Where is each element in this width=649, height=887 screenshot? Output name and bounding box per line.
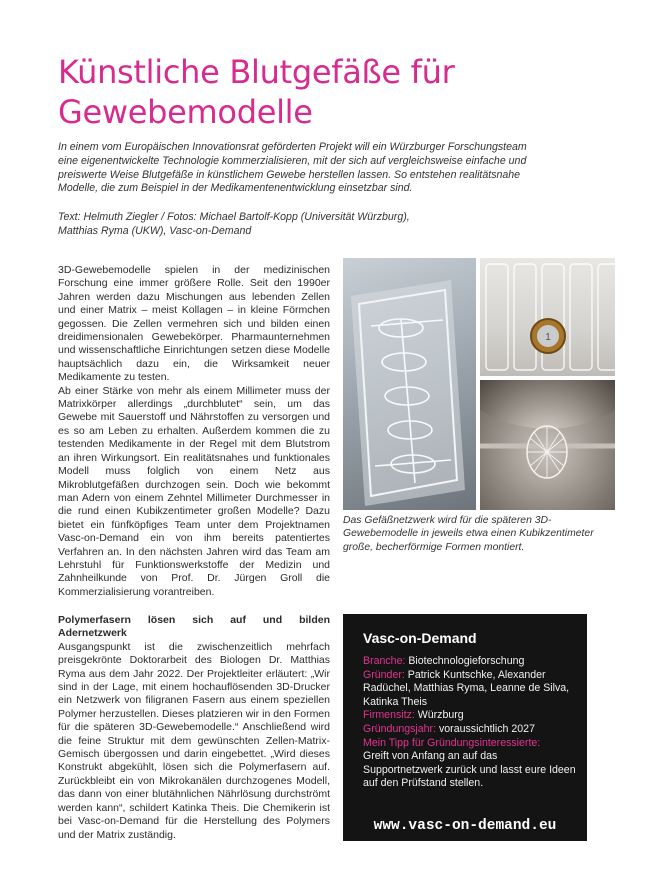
gruender-label: Gründer: [363, 668, 405, 681]
photo-caption: Das Gefäßnetzwerk wird für die späteren 3D-Gewebemodelle in jeweils etwa einen Kubikzentimeter große, becherförmige Formen montiert. [343, 515, 594, 553]
website-link[interactable]: www.vasc-on-demand.eu [373, 818, 557, 834]
gruendungsjahr-value: voraussichtlich 2027 [436, 722, 535, 735]
photo-collage [343, 258, 615, 510]
body-paragraph-2: Ab einer Stärke von mehr als einem Millimeter muss der Matrixkörper allerdings „durchblutet“ sein, um das Gewebe mit Sauerstoff und Nährstoffen zu versorgen und es so am Leben zu erhalten. Außerdem kommen die zu testenden Medikamente in der Regel mit dem Blutstrom an ihren Wirkungsort. Ein realitätsnahes und funktionales Modell muss folglich von einem Netz aus Mikroblutgefäßen durchzogen sein. Doch wie bekommt man Adern von einem Zehntel Millimeter Durchmesser in die rund einen Kubikzentimeter großen Modelle? Dazu bietet ein fünfköpfiges Team unter dem Projektnamen Vasc-on-Demand ein von ihm bereits patentiertes Verfahren an. In den nächsten Jahren wird das Team am Lehrstuhl für Funktionswerkstoffe der Medizin und Zahnheilkunde von Prof. Dr. Jürgen Groll die Kommerzialisierung vorantreiben. [58, 384, 330, 598]
gruendungsjahr-label: Gründungsjahr: [363, 722, 437, 735]
credits [58, 211, 478, 239]
photo-vessel-network-closeup [480, 380, 615, 510]
body-paragraph-3: Ausgangspunkt ist die zwischenzeitlich mehrfach preisgekrönte Doktorarbeit des Biologen Dr. Matthias Ryma aus dem Jahr 2022. Der Projektleiter erläutert: „Wir sind in der Lage, mit einem hochauflösenden 3D-Drucker ein Netzwerk von filigranen Fasern aus einem speziellen Polymer herzustellen. Dieses platzieren wir in den Formen für die späteren 3D-Gewebemodelle.“ Anschließend wird die feine Struktur mit dem gewünschten Zellen-Matrix-Gemisch übergossen und darin eingebettet. „Wird dieses Konstrukt abgekühlt, lösen sich die Polymerfasern auf. Zurückbleibt ein von Mikrokanälen durchzogenes Modell, das dann von einer blutähnlichen Nährlösung durchströmt werden kann“, schildert Katinka Theis. Die Chemikerin ist bei Vasc-on-Demand für die Herstellung des Polymers und der Matrix zuständig. [58, 640, 330, 841]
company-info-box [343, 614, 587, 841]
photo-molds-with-coin [480, 258, 615, 376]
infobox-body [363, 655, 577, 791]
title-line-1: Künstliche Blutgefäße für [58, 53, 455, 91]
branche-label: Branche: [363, 655, 406, 667]
credits-line-1: Text: Helmuth Ziegler / Fotos: Michael Bartolf-Kopp (Universität Würzburg), [58, 211, 410, 223]
section-subheading: Polymerfasern lösen sich auf und bilden Adernetzwerk [58, 614, 330, 640]
tipp-value: Greift von Anfang an auf das Supportnetzwerk zurück und lasst eure Ideen auf den Prüfstand stellen. [363, 750, 576, 790]
infobox-title: Vasc-on-Demand [363, 630, 477, 646]
intro-lead: In einem vom Europäischen Innovationsrat geförderten Projekt will ein Würzburger Forschungsteam eine eigenentwickelte Technologie kommerzialisieren, mit der sich auf vergleichsweise einfache und preiswerte Weise Blutgefäße in künstlichem Gewebe herstellen lassen. So entstehen realitätsnahe Modelle, die zum Beispiel in der Medikamentenentwicklung einsetzbar sind. [58, 141, 527, 195]
credits-line-2: Matthias Ryma (UKW), Vasc-on-Demand [58, 224, 252, 237]
body-paragraph-1: 3D-Gewebemodelle spielen in der medizinischen Forschung eine immer größere Rolle. Seit den 1990er Jahren werden dazu Mischungen aus lebenden Zellen und einer Matrix – meist Kollagen – in kleine Förmchen gegossen. Die Zellen vermehren sich und bilden einen dreidimensionalen Gewebekörper. Pharmaunternehmen und wissenschaftliche Einrichtungen setzen diese Modelle hauptsächlich dazu ein, die Wirksamkeit neuer Medikamente zu testen. [58, 264, 330, 384]
title-line-2: Gewebemodelle [58, 93, 313, 131]
gruender-value: Patrick Kuntschke, Alexander Radüchel, Matthias Ryma, Leanne de Silva, Katinka Theis [363, 668, 570, 708]
firmensitz-value: Würzburg [414, 709, 464, 722]
coin-numeral: 1 [545, 332, 551, 343]
body-column-1 [58, 264, 330, 599]
mold-plate-illustration [343, 258, 476, 510]
firmensitz-label: Firmensitz: [363, 709, 415, 722]
article-title [58, 52, 598, 132]
branche-value: Biotechnologieforschung [405, 655, 525, 667]
body-column-2 [58, 614, 330, 842]
tipp-label: Mein Tipp für Gründungsinteressierte: [363, 736, 541, 749]
molds-coin-illustration [480, 258, 615, 376]
photo-mold-plate [343, 258, 476, 510]
vessel-network-illustration [480, 380, 615, 510]
